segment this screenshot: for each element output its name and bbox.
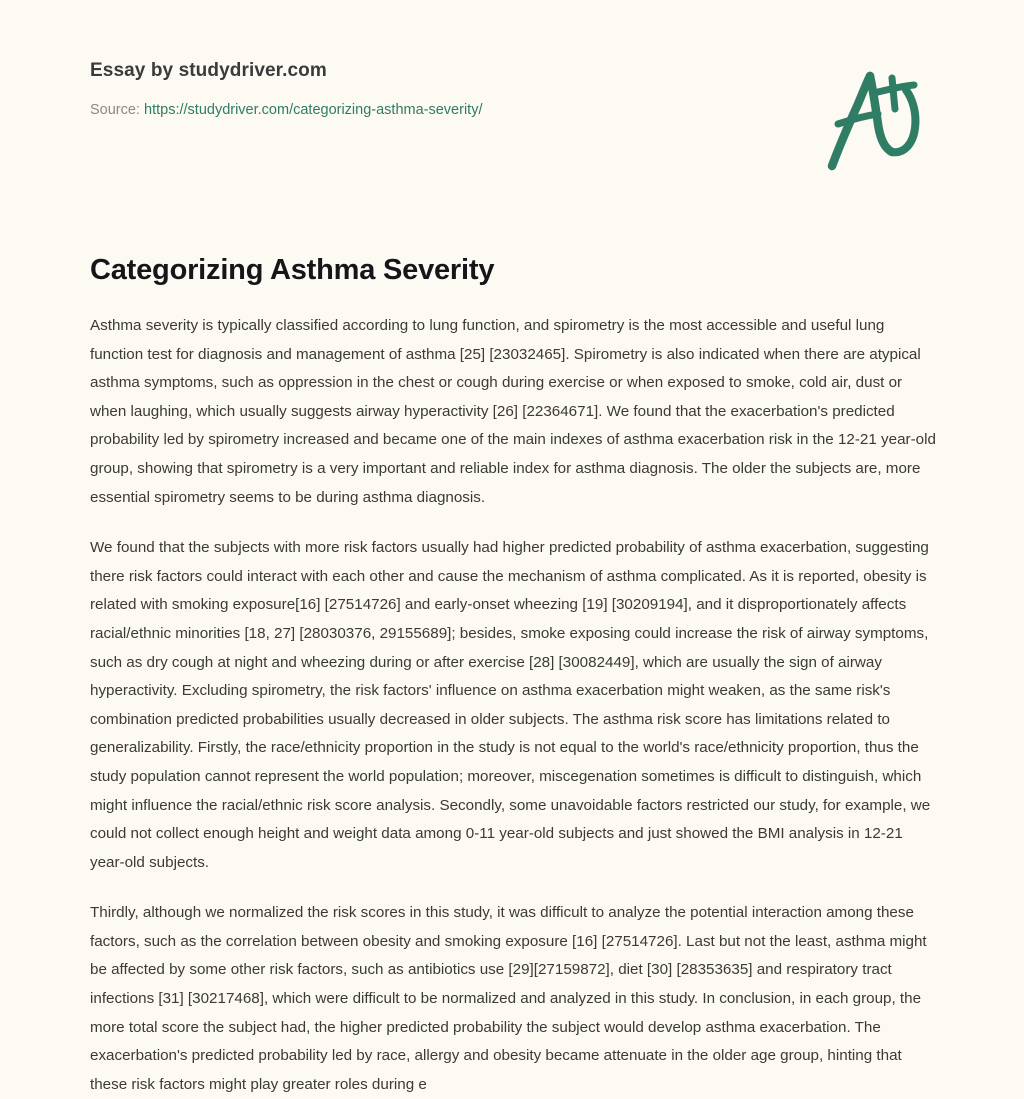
essay-byline: Essay by studydriver.com xyxy=(90,60,327,81)
body-paragraph: We found that the subjects with more risk factors usually had higher predicted probability of asthma exacerbation, suggesting there risk factors could interact with each other and cause the mechanism of asthma complicated. As it is reported, obesity is related with smoking exposure[16] [27514726] and early-onset wheezing [19] [30209194], and it disproportionately affects racial/ethnic minorities [18, 27] [28030376, 29155689]; besides, smoke exposing could increase the risk of airway symptoms, such as dry cough at night and wheezing during or after exercise [28] [30082449], which are usually the sign of airway hyperactivity. Excluding spirometry, the risk factors' influence on asthma exacerbation might weaken, as the same risk's combination predicted probabilities usually decreased in older subjects. The asthma risk score has limitations related to generalizability. Firstly, the race/ethnicity proportion in the study is not equal to the world's race/ethnicity proportion, thus the study population cannot represent the world population; moreover, miscegenation sometimes is difficult to distinguish, which might influence the racial/ethnic risk score analysis. Secondly, some unavoidable factors restricted our study, for example, we could not collect enough height and weight data among 0-11 year-old subjects and just showed the BMI analysis in 12-21 year-old subjects. xyxy=(90,539,931,871)
document-header xyxy=(90,60,935,119)
body-paragraph: Asthma severity is typically classified according to lung function, and spirometry is the most accessible and useful lung function test for diagnosis and management of asthma [25] [23032465]. Spirometry is also indicated when there are atypical asthma symptoms, such as oppression in the chest or cough during exercise or when exposed to smoke, cold air, dust or when laughing, which usually suggests airway hyperactivity [26] [22364671]. We found that the exacerbation's predicted probability led by spirometry increased and became one of the main indexes of asthma exacerbation risk in the 12-21 year-old group, showing that spirometry is a very important and reliable index for asthma diagnosis. The older the subjects are, more essential spirometry seems to be during asthma diagnosis. xyxy=(90,317,936,506)
source-label: Source: xyxy=(90,101,140,118)
studydriver-a-plus-logo-icon xyxy=(818,62,930,172)
source-line xyxy=(90,102,935,119)
page-title: Categorizing Asthma Severity xyxy=(90,254,495,286)
body-paragraph: Thirdly, although we normalized the risk scores in this study, it was difficult to analyze the potential interaction among these factors, such as the correlation between obesity and smoking exposure [16] [27514726]. Last but not the least, asthma might be affected by some other risk factors, such as antibiotics use [29][27159872], diet [30] [28353635] and respiratory tract infections [31] [30217468], which were difficult to be normalized and analyzed in this study. In conclusion, in each group, the more total score the subject had, the higher predicted probability the subject would develop asthma exacerbation. The exacerbation's predicted probability led by race, allergy and obesity became attenuate in the older age group, hinting that these risk factors might play greater roles during e xyxy=(90,904,927,1093)
source-url-link[interactable]: https://studydriver.com/categorizing-asthma-severity/ xyxy=(144,101,483,118)
document-body xyxy=(90,312,938,1099)
